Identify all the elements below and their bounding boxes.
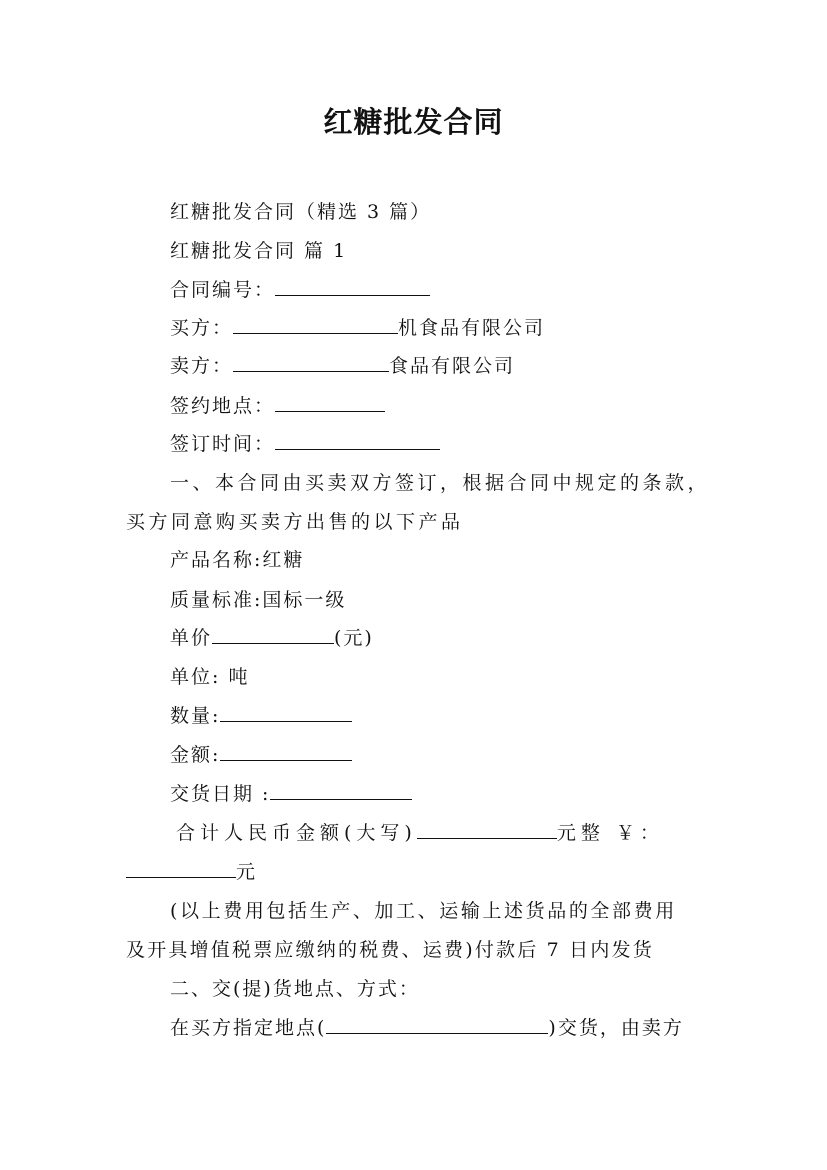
total-mid: 元整 ￥： [556, 822, 664, 844]
amount-blank [220, 744, 352, 761]
buyer-suffix: 机食品有限公司 [398, 317, 546, 339]
amount-label: 金额: [170, 744, 221, 766]
total-row [176, 821, 664, 845]
document-subtitle: 红糖批发合同（精选 3 篇） [170, 201, 432, 223]
clause1-line1: 一、本合同由买卖双方签订，根据合同中规定的条款， [170, 472, 711, 494]
contract-number-blank [275, 279, 430, 296]
note-line2: 及开具增值税票应缴纳的税费、运费)付款后 7 日内发货 [126, 939, 654, 961]
unit-price-blank [212, 627, 334, 644]
delivery-date-blank [270, 783, 412, 800]
clause2-line1 [170, 1016, 684, 1040]
clause1-line2: 买方同意购买卖方出售的以下产品 [126, 511, 464, 533]
total-uppercase-blank [417, 822, 557, 839]
section-heading: 红糖批发合同 篇 1 [170, 240, 348, 262]
clause2-heading: 二、交(提)货地点、方式： [170, 978, 420, 1000]
total-yuan: 元 [236, 861, 258, 883]
contract-number-label: 合同编号： [170, 279, 276, 301]
clause2-line1-start: 在买方指定地点( [170, 1017, 327, 1039]
quantity-row [170, 704, 352, 728]
total-yuan-row [126, 860, 257, 884]
delivery-date-label: 交货日期 : [170, 783, 271, 805]
sign-place-row [170, 394, 385, 418]
sign-place-label: 签约地点： [170, 395, 276, 417]
delivery-date-row [170, 782, 412, 806]
seller-row [170, 354, 515, 378]
sign-time-row [170, 432, 440, 456]
quantity-blank [220, 705, 352, 722]
quality-standard: 质量标准:国标一级 [170, 589, 347, 611]
product-name: 产品名称:红糖 [170, 549, 305, 571]
unit-price-suffix: (元) [334, 627, 374, 649]
note-line1: (以上费用包括生产、加工、运输上述货品的全部费用 [170, 900, 677, 922]
document-title: 红糖批发合同 [323, 105, 504, 139]
unit-price-row [170, 626, 374, 650]
sign-time-blank [275, 433, 440, 450]
buyer-row [170, 316, 545, 340]
total-label: 合计人民币金额(大写) [176, 822, 417, 844]
total-yuan-blank [126, 861, 236, 878]
sign-time-label: 签订时间： [170, 433, 276, 455]
quantity-label: 数量: [170, 705, 221, 727]
unit-price-label: 单价 [170, 627, 213, 649]
seller-suffix: 食品有限公司 [389, 355, 516, 377]
seller-label: 卖方： [170, 355, 234, 377]
clause2-line1-end: )交货，由卖方 [548, 1017, 684, 1039]
unit-row: 单位: 吨 [170, 666, 250, 688]
buyer-label: 买方： [170, 317, 234, 339]
buyer-blank [233, 317, 398, 334]
contract-number-row [170, 278, 430, 302]
amount-row [170, 743, 352, 767]
delivery-place-blank [326, 1017, 548, 1034]
sign-place-blank [275, 395, 385, 412]
seller-blank [233, 355, 389, 372]
